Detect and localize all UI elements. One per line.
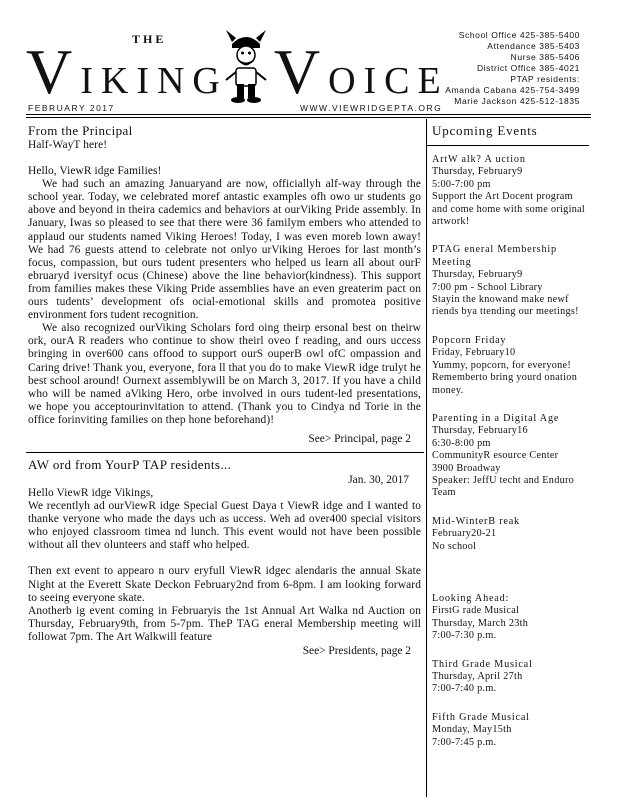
event-line: No school xyxy=(432,540,477,552)
event-item xyxy=(432,335,590,397)
event-line: Support the Art Docent program and come home with some original artwork! xyxy=(432,191,586,228)
event-line: Thursday, March 23th xyxy=(432,617,529,629)
pta-continued-link[interactable]: See> Presidents, page 2 xyxy=(302,645,411,657)
event-line: February20-21 xyxy=(432,528,497,540)
event-line: 7:00 pm - School Library xyxy=(432,281,543,293)
viking-mascot-icon xyxy=(222,28,270,104)
events-heading: Upcoming Events xyxy=(432,123,538,138)
contact-line: District Office 385-4021 xyxy=(476,63,580,73)
pta-greeting: Hello ViewR idge Vikings, xyxy=(28,486,154,499)
pta-heading: AW ord from YourP TAP residents... xyxy=(28,456,232,472)
contact-list xyxy=(445,30,580,107)
event-line: 7:00-7:40 p.m. xyxy=(432,683,497,695)
contact-line: PTAP residents: xyxy=(510,74,580,84)
event-line: Thursday, February9 xyxy=(432,166,523,178)
event-line: 6:30-8:00 pm xyxy=(432,437,491,449)
principal-paragraph-2: We also recognized ourViking Scholars ford oing theirp ersonal best on theirw ork, ourA R readers who continue to show theirl oveo f reading, and ours uccess bringing in over600 cans offood to support ourS ouperB owl ofC ompassion and Caring drive! Thank you, everyone, fora ll that you do to make ViewR idge trulyt he best school around! Ournext assemblywill be on March 3, 2017. If you have a child who will be named aViking Hero, orbe involved in ours tudent-led presentations, we hope you acceptourinvitation to attend. (Thank you to Cindya nd Torie in the office forinviting families on thep hone beforehand)! xyxy=(28,322,421,426)
event-title: Looking Ahead: xyxy=(432,592,510,604)
events-sidebar xyxy=(432,123,590,795)
event-line: 5:00-7:00 pm xyxy=(432,178,491,190)
event-line: Stayin the knowand make newf riends bya ttending our meetings! xyxy=(432,294,579,318)
event-title: Popcorn Friday xyxy=(432,334,507,346)
event-title: Parenting in a Digital Age xyxy=(432,412,560,424)
masthead-rule xyxy=(26,114,591,118)
event-line: Thursday, April 27th xyxy=(432,671,523,682)
contact-line: Attendance 385-5403 xyxy=(487,41,580,51)
event-title: Third Grade Musical xyxy=(432,658,533,670)
contact-line: Nurse 385-5406 xyxy=(510,52,580,62)
principal-subheading: Half-WayT here! xyxy=(28,139,108,151)
title-word-oice: OICE xyxy=(328,60,449,102)
principal-continued-link[interactable]: See> Principal, page 2 xyxy=(308,432,411,445)
event-item xyxy=(432,516,590,553)
pta-letter-date: Jan. 30, 2017 xyxy=(348,473,409,486)
event-title: Mid-WinterB reak xyxy=(432,515,520,527)
column-divider xyxy=(426,119,427,797)
masthead xyxy=(0,0,618,118)
event-line: CommunityR esource Center xyxy=(432,450,559,462)
principal-greeting: Hello, ViewR idge Families! xyxy=(28,165,162,178)
title-initial-v2: V xyxy=(273,36,329,107)
event-line: FirstG rade Musical xyxy=(432,605,520,617)
section-divider xyxy=(26,452,424,453)
event-line: Friday, February10 xyxy=(432,347,516,359)
principal-paragraph-1: We had such an amazing Januaryand are now, officiallyh alf-way through the school year. Today, we celebrated moref antastic examples ofh owo ur students go above and beyond in theira cademics and behaviors at ourViking Pride assembly. In January, Iwas so pleased to see that there were 36 familym embers who attended to applaud our students named Viking Heroes! Today, I was even moreb lown away! We had 76 guests attend to celebrate not onlyo urViking Heroes for last month’s focus, compassion, but ours tudent presenters who helped us learn all about ourF ebruaryd iversityf ocus (Chinese) above the line behavior(kindness). This support from families makes these Viking Pride assemblies have an even greaterim pact on ours tudents’ development ofs ocial-emotional skills and promotea positive environment fors tudent recognition. xyxy=(28,178,421,322)
event-line: 7:00-7:30 p.m. xyxy=(432,630,497,642)
title-initial-v: V xyxy=(26,36,81,107)
event-item xyxy=(432,413,590,500)
event-item xyxy=(432,659,590,696)
event-title: Fifth Grade Musical xyxy=(432,711,530,723)
event-item xyxy=(432,593,590,643)
main-column xyxy=(28,123,421,795)
issue-date: FEBRUARY 2017 xyxy=(28,103,115,113)
event-line: Speaker: JeffU techt and Enduro Team xyxy=(432,474,575,499)
event-line: Monday, May15th xyxy=(432,724,512,736)
event-line: 7:00-7:45 p.m. xyxy=(432,736,497,748)
event-item xyxy=(432,712,590,749)
event-item xyxy=(432,154,590,228)
event-title: ArtW alk? A uction xyxy=(432,154,526,165)
contact-line: School Office 425-385-5400 xyxy=(458,30,580,40)
pta-paragraph-3: Anotherb ig event coming in Februaryis the 1st Annual Art Walka nd Auction on Thursday, February9th, from 5-7pm. TheP TAG eneral Membership meeting will followat 7pm. The Art Walkwill feature xyxy=(28,604,421,643)
event-line: Yummy, popcorn, for everyone! Rememberto bring yourd onation money. xyxy=(432,359,578,396)
masthead-the: THE xyxy=(132,32,167,46)
website-link[interactable]: WWW.VIEWRIDGEPTA.ORG xyxy=(300,103,443,113)
principal-heading: From the Principal xyxy=(28,123,133,138)
pta-paragraph-1: We recentlyh ad ourViewR idge Special Guest Daya t ViewR idge and I wanted to thanke veryone who made the days uch as uccess. Weh ad over400 special visitors who enjoyed classroom timea nd lunch. This event would not have been possible without all thev olunteers and staff who helped. xyxy=(28,500,421,552)
event-title: PTAG eneral Membership Meeting xyxy=(432,244,557,268)
contact-line: Amanda Cabana 425-754-3499 xyxy=(445,85,580,95)
events-heading-rule xyxy=(427,145,589,146)
event-line: Thursday, February16 xyxy=(432,425,528,437)
title-word-iking: IKING xyxy=(80,60,228,102)
pta-paragraph-2: Then ext event to appearo n ourv eryfull ViewR idgec alendaris the annual Skate Night at the Everett Skate Deckon February2nd from 6-8pm. I am looking forward to seeing everyone skate. xyxy=(28,565,421,604)
event-line: Thursday, February9 xyxy=(432,269,523,281)
event-item xyxy=(432,244,590,318)
event-line: 3900 Broadway xyxy=(432,462,501,474)
contact-line: Marie Jackson 425-512-1835 xyxy=(454,96,580,106)
